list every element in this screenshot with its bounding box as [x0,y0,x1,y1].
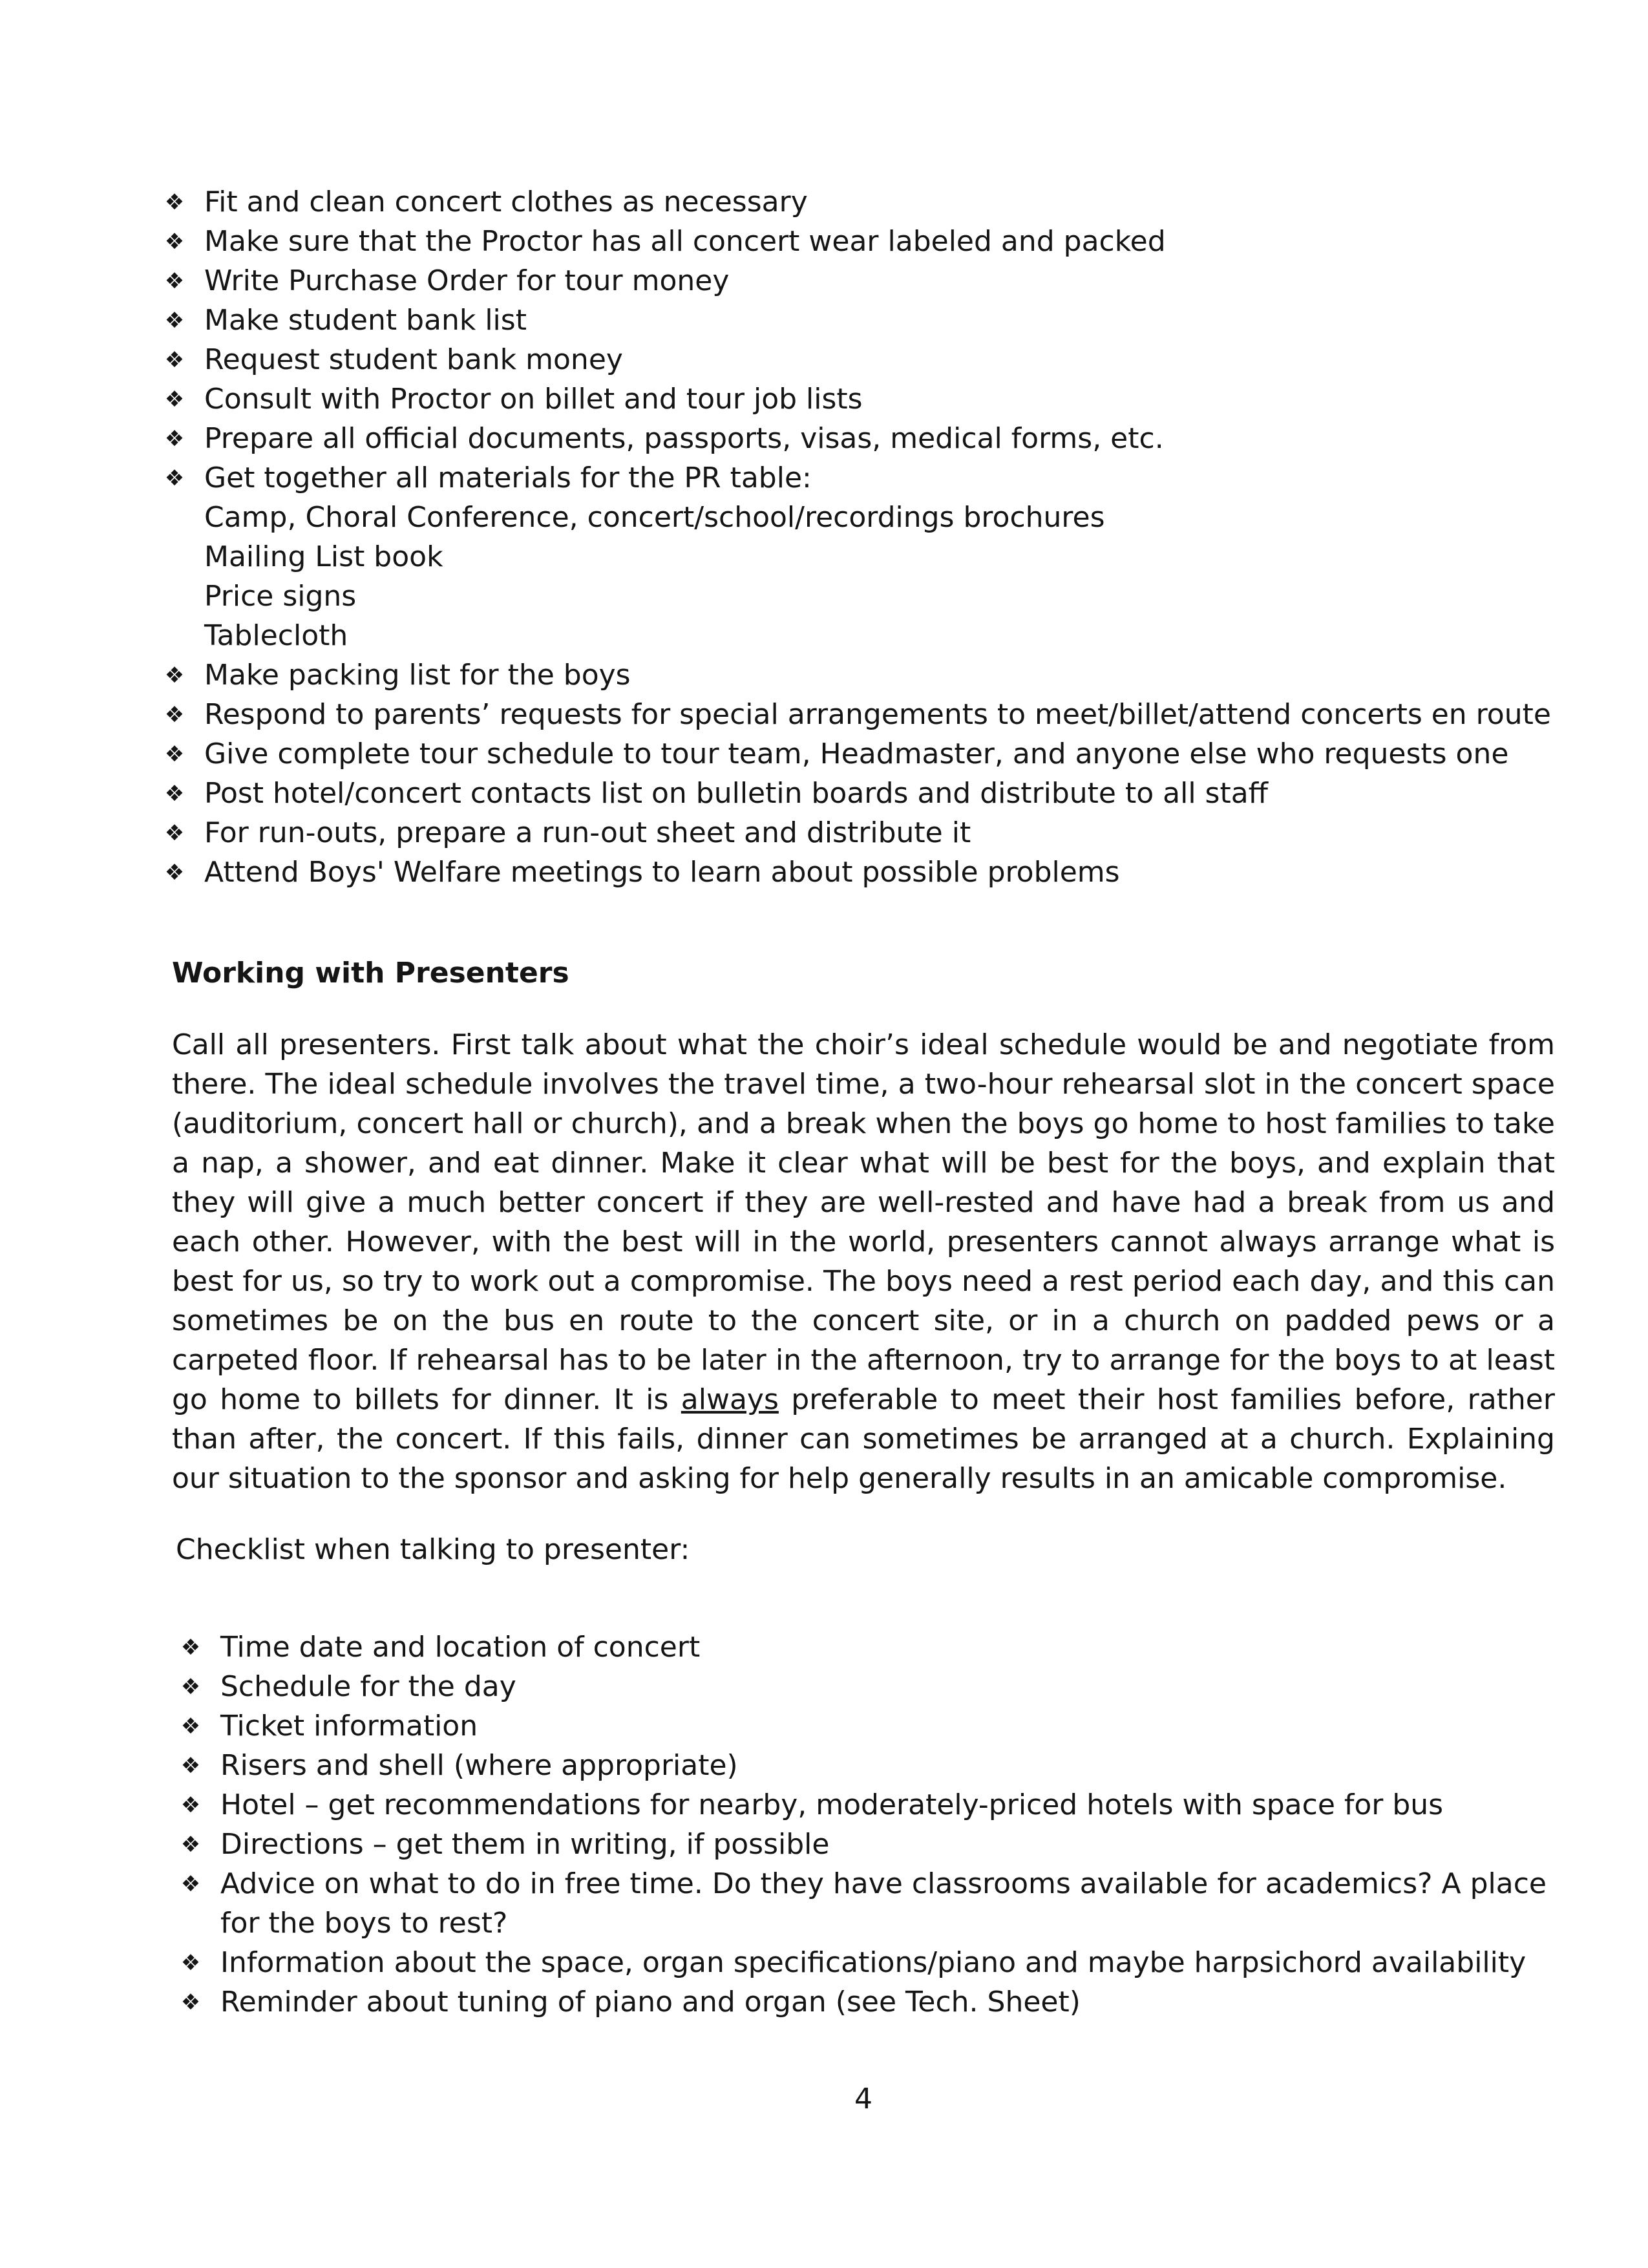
list-item: ❖ Consult with Proctor on billet and tour job lists [162,379,1551,419]
list-item: ❖ Post hotel/concert contacts list on bulletin boards and distribute to all staff [162,774,1551,813]
list-item: ❖ Schedule for the day [178,1667,1567,1706]
diamond-bullet-icon: ❖ [180,1752,201,1779]
list-item: ❖ Reminder about tuning of piano and organ (see Tech. Sheet) [178,1982,1567,2022]
diamond-bullet-icon: ❖ [164,701,185,728]
list-item: ❖ Prepare all official documents, passports, visas, medical forms, etc. [162,419,1551,458]
section-heading: Working with Presenters [172,957,569,990]
checklist-intro: Checklist when talking to presenter: [176,1533,690,1566]
list-item: ❖ Respond to parents’ requests for special arrangements to meet/billet/attend concerts en route [162,695,1551,734]
pr-subitem: Tablecloth [204,619,348,652]
diamond-bullet-icon: ❖ [180,1792,201,1818]
list-item: ❖ For run-outs, prepare a run-out sheet and distribute it [162,813,1551,853]
diamond-bullet-icon: ❖ [164,307,185,334]
underlined-word: always [681,1383,779,1416]
diamond-bullet-icon: ❖ [180,1634,201,1660]
diamond-bullet-icon: ❖ [164,465,185,491]
pr-subitem: Camp, Choral Conference, concert/school/recordings brochures [204,501,1105,534]
diamond-bullet-icon: ❖ [164,780,185,807]
paragraph-text: preferable to meet their host families before, rather than after, the concert. If this fails, dinner can sometimes be arranged at a church. Explaining our situation to the sponsor and asking for help generally results in an amicable compromise. [172,1383,1555,1495]
diamond-bullet-icon: ❖ [164,228,185,255]
diamond-bullet-icon: ❖ [180,1949,201,1976]
list-item: ❖ Ticket information [178,1706,1567,1746]
task-list [162,182,1551,892]
diamond-bullet-icon: ❖ [180,1989,201,2015]
list-item: ❖ Attend Boys' Welfare meetings to learn about possible problems [162,853,1551,892]
diamond-bullet-icon: ❖ [164,268,185,294]
diamond-bullet-icon: ❖ [164,820,185,846]
list-item: ❖ Information about the space, organ specifications/piano and maybe harpsichord availability [178,1943,1567,1982]
diamond-bullet-icon: ❖ [164,346,185,373]
pr-subitem: Price signs [204,580,357,613]
paragraph-text: Call all presenters. First talk about what the choir’s ideal schedule would be and negotiate from there. The ideal schedule involves the travel time, a two-hour rehearsal slot in the concert space (auditorium, concert hall or church), and a break when the boys go home to host families to take a nap, a shower, and eat dinner. Make it clear what will be best for the boys, and explain that they will give a much better concert if they are well-rested and have had a break from us and each other. However, with the best will in the world, presenters cannot always arrange what is best for us, so try to work out a compromise. The boys need a rest period each day, and this can sometimes be on the bus en route to the concert site, or in a church on padded pews or a carpeted floor. If rehearsal has to be later in the afternoon, try to arrange for the boys to at least go home to billets for dinner. It is [172,1028,1555,1416]
list-item: ❖ Make sure that the Proctor has all concert wear labeled and packed [162,222,1551,261]
diamond-bullet-icon: ❖ [164,386,185,412]
list-item: ❖ Fit and clean concert clothes as necessary [162,182,1551,222]
list-item: ❖ Hotel – get recommendations for nearby, moderately-priced hotels with space for bus [178,1785,1567,1825]
page-number: 4 [854,2083,872,2115]
presenter-checklist [178,1627,1567,2022]
diamond-bullet-icon: ❖ [180,1673,201,1700]
diamond-bullet-icon: ❖ [164,189,185,215]
list-item: ❖ Write Purchase Order for tour money [162,261,1551,301]
diamond-bullet-icon: ❖ [164,662,185,688]
diamond-bullet-icon: ❖ [164,425,185,452]
list-item: ❖ Advice on what to do in free time. Do they have classrooms available for academics? A place for the boys to rest? [178,1864,1567,1943]
list-item: ❖ Make packing list for the boys [162,655,1551,695]
diamond-bullet-icon: ❖ [164,859,185,885]
list-item: ❖ Risers and shell (where appropriate) [178,1746,1567,1785]
list-item: ❖ Make student bank list [162,301,1551,340]
list-item: ❖ Get together all materials for the PR table: Camp, Choral Conference, concert/school/recordings brochures Mailing List book Price signs Tablecloth [162,458,1551,655]
list-item: ❖ Directions – get them in writing, if possible [178,1825,1567,1864]
diamond-bullet-icon: ❖ [180,1871,201,1897]
presenters-paragraph [172,1025,1555,1498]
diamond-bullet-icon: ❖ [164,741,185,767]
pr-subitem: Mailing List book [204,540,443,573]
list-item: ❖ Give complete tour schedule to tour team, Headmaster, and anyone else who requests one [162,734,1551,774]
list-item: ❖ Time date and location of concert [178,1627,1567,1667]
list-item: ❖ Request student bank money [162,340,1551,379]
diamond-bullet-icon: ❖ [180,1831,201,1858]
diamond-bullet-icon: ❖ [180,1713,201,1739]
